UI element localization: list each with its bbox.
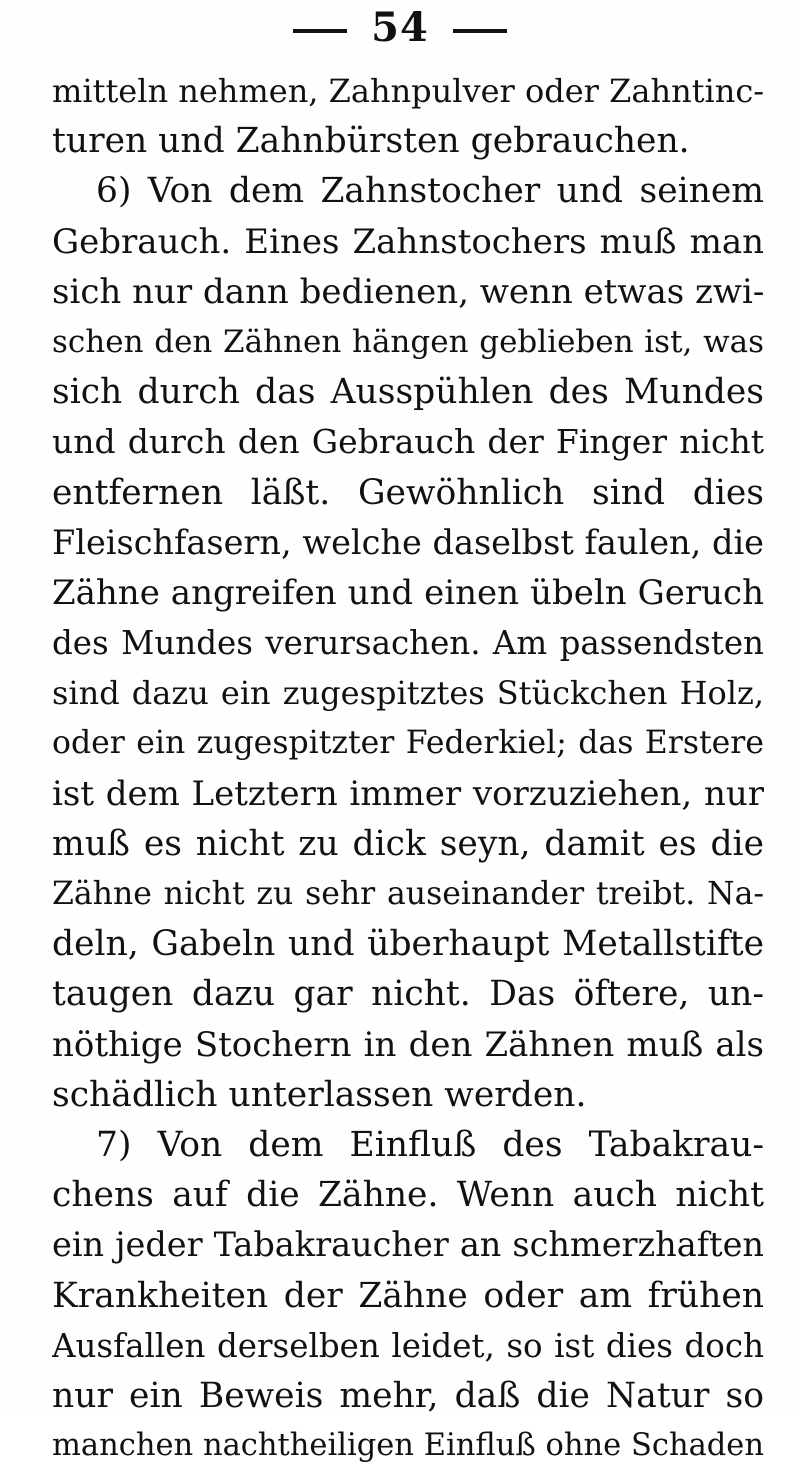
text-line: turen und Zahnbürsten gebrauchen. bbox=[52, 121, 690, 162]
text-line: Fleischfasern, welche daselbst faulen, die bbox=[52, 522, 764, 562]
text-line: muß es nicht zu dick seyn, damit es die bbox=[52, 823, 764, 864]
text-line: Krankheiten der Zähne oder am frühen bbox=[52, 1275, 764, 1316]
text-line: taugen dazu gar nicht. Das öftere, un- bbox=[52, 974, 764, 1015]
section-heading-line: 6) Von dem Zahnstocher und seinem bbox=[96, 171, 764, 212]
text-line: Gebrauch. Eines Zahnstochers muß man bbox=[52, 221, 764, 262]
header-dash-left bbox=[293, 29, 347, 33]
text-line: ist dem Letztern immer vorzuziehen, nur bbox=[52, 773, 764, 814]
text-line: nöthige Stochern in den Zähnen muß als bbox=[52, 1024, 764, 1065]
text-line: schädlich unterlassen werden. bbox=[52, 1074, 587, 1115]
body-text bbox=[52, 66, 764, 1471]
text-line: nur ein Beweis mehr, daß die Natur so bbox=[52, 1375, 764, 1416]
text-line: oder ein zugespitzter Federkiel; das Erstere bbox=[52, 725, 764, 762]
text-line: chens auf die Zähne. Wenn auch nicht bbox=[52, 1175, 764, 1216]
text-line: mitteln nehmen, Zahnpulver oder Zahntinc- bbox=[52, 72, 764, 110]
text-line: sich durch das Ausspühlen des Mundes bbox=[52, 372, 764, 413]
text-line: des Mundes verursachen. Am passendsten bbox=[52, 624, 764, 663]
header-dash-right bbox=[453, 29, 507, 33]
page-number: 54 bbox=[371, 4, 429, 51]
section-heading-line: 7) Von dem Einfluß des Tabakrau- bbox=[96, 1124, 764, 1165]
text-line: schen den Zähnen hängen geblieben ist, was bbox=[52, 323, 764, 360]
text-line: manchen nachtheiligen Einfluß ohne Schaden bbox=[52, 1428, 764, 1464]
text-line: ein jeder Tabakraucher an schmerzhaften bbox=[52, 1225, 764, 1265]
text-line: Ausfallen derselben leidet, so ist dies doch bbox=[52, 1326, 764, 1365]
text-line: deln, Gabeln und überhaupt Metallstifte bbox=[52, 924, 764, 965]
text-line: Zähne angreifen und einen übeln Geruch bbox=[52, 572, 764, 613]
text-line: entfernen läßt. Gewöhnlich sind dies bbox=[52, 472, 764, 513]
text-line: sind dazu ein zugespitztes Stückchen Holz, bbox=[52, 674, 764, 713]
text-line: sich nur dann bedienen, wenn etwas zwi- bbox=[52, 271, 764, 312]
page-header bbox=[0, 4, 800, 51]
text-line: und durch den Gebrauch der Finger nicht bbox=[52, 422, 764, 462]
text-line: Zähne nicht zu sehr auseinander treibt. Na- bbox=[52, 876, 764, 912]
